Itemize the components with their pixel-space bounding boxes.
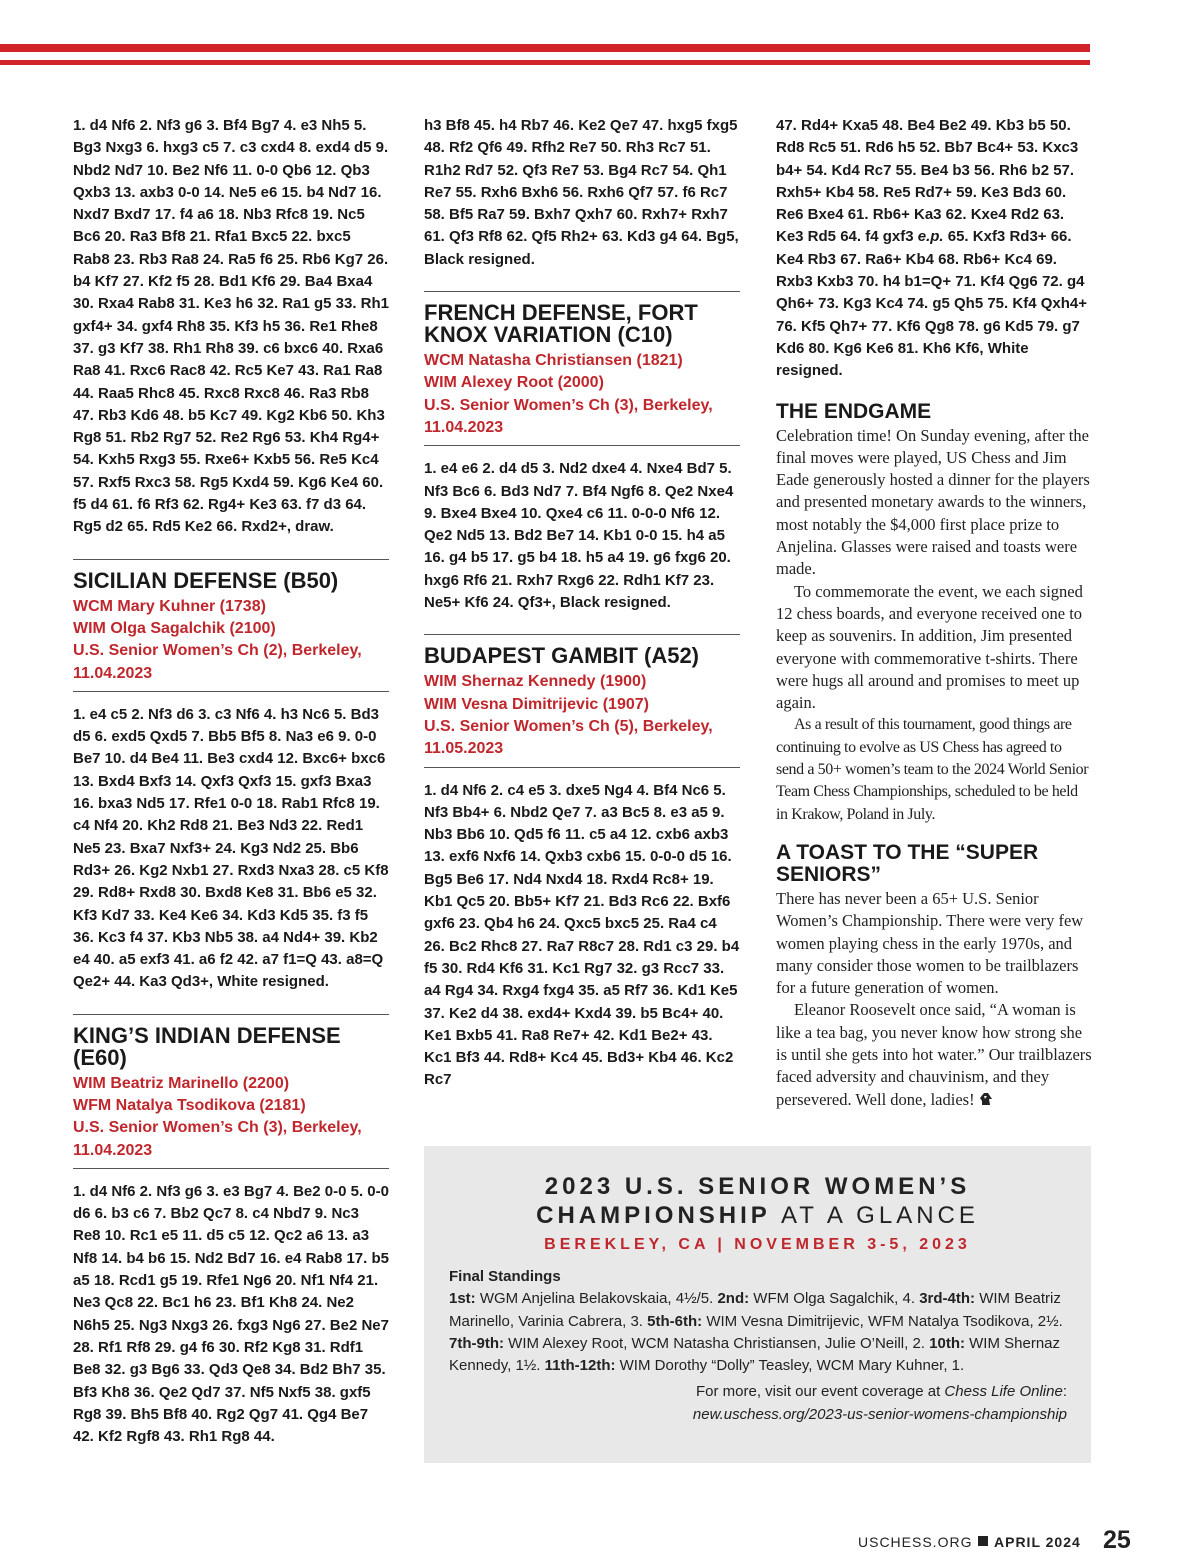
standing-label: 3rd-4th: xyxy=(919,1290,976,1308)
standing-text: WFM Olga Sagalchik, 4. xyxy=(749,1290,920,1308)
game3-white: WIM Beatriz Marinello (2200) xyxy=(73,1074,290,1092)
column-1 xyxy=(73,115,389,1448)
footer-site: USCHESS.ORG xyxy=(858,1534,973,1550)
standing-label: 7th-9th: xyxy=(449,1334,504,1352)
endgame-paragraph-3: As a result of this tournament, good things are continuing to evolve as US Chess has agreed to send a 50+ women’s team to the 2024 World Senior Team Chess Championships, scheduled to be held in Krakow, Poland in July. xyxy=(776,716,1089,823)
game5-title: BUDAPEST GAMBIT (A52) xyxy=(424,643,700,669)
standing-label: 2nd: xyxy=(717,1290,750,1308)
game5-event: U.S. Senior Women’s Ch (5), Berkeley, xyxy=(424,717,713,735)
game5-white: WIM Shernaz Kennedy (1900) xyxy=(424,673,647,691)
toast-paragraph-1: There has never been a 65+ U.S. Senior Women’s Championship. There were very few women playing chess in the early 1970s, and many consider those women to be trailblazers for a future generation of women. xyxy=(776,888,1084,998)
standing-text: WIM Alexey Root, WCM Natasha Christiansen, Julie O’Neill, 2. xyxy=(504,1334,930,1352)
standing-label: 1st: xyxy=(449,1290,476,1308)
glance-title-bold: CHAMPIONSHIP xyxy=(536,1202,771,1229)
top-red-bar xyxy=(0,44,1090,52)
toast-heading: A TOAST TO THE “SUPER SENIORS” xyxy=(776,840,1039,886)
section-divider xyxy=(424,634,740,635)
game2-white: WCM Mary Kuhner (1738) xyxy=(73,597,266,615)
endgame-heading: THE ENDGAME xyxy=(776,399,932,423)
game2-title: SICILIAN DEFENSE (B50) xyxy=(73,567,339,593)
section-divider xyxy=(73,1014,389,1015)
game3-black: WFM Natalya Tsodikova (2181) xyxy=(73,1096,306,1114)
game4-white: WCM Natasha Christiansen (1821) xyxy=(424,352,683,370)
game3-event: U.S. Senior Women’s Ch (3), Berkeley, xyxy=(73,1119,362,1137)
standing-text: WGM Anjelina Belakovskaia, 4½/5. xyxy=(475,1290,718,1308)
standing-text: WIM Vesna Dimitrijevic, WFM Natalya Tsodikova, 2½. xyxy=(702,1312,1063,1330)
game3-moves: 1. d4 Nf6 2. Nf3 g6 3. e3 Bg7 4. Be2 0-0 5. 0-0 d6 6. b3 c6 7. Bb2 Qc7 8. c4 Nbd7 9. Nc3 Re8 10. Rc1 e5 11. d5 c5 12. Qc2 a6 13. a3 Nf8 14. b4 b6 15. Nd2 Bd7 16. e4 Rab8 17. b5 a5 18. Rcd1 g5 19. Rfe1 Ng6 20. Nf1 Nf4 21. Ne3 Qc8 22. Bc1 h6 23. Bf1 Kh8 24. Ne2 N6h5 25. Ng3 Nxg3 26. fxg3 Ng6 27. Be2 Ne7 28. Rf1 Rf8 29. g4 f6 30. Rf2 Kg8 31. Rdf1 Be8 32. g3 Bg6 33. Qd3 Qe8 34. Bd2 Bh7 35. Bf3 Kh8 36. Qe2 Qd7 37. Nf5 Nxf5 38. gxf5 Rg8 39. Bh5 Bf8 40. Rg2 Qg7 41. Qg4 Be7 42. Kf2 Rgf8 43. Rh1 Rg8 44. xyxy=(73,1182,389,1446)
standing-label: 10th: xyxy=(929,1334,965,1352)
game4-black: WIM Alexey Root (2000) xyxy=(424,374,604,392)
footer-issue: APRIL 2024 xyxy=(994,1534,1081,1550)
top-red-bar-thin xyxy=(0,60,1090,65)
game4-event: U.S. Senior Women’s Ch (3), Berkeley, xyxy=(424,396,713,414)
more-info-colon: : xyxy=(1062,1383,1067,1401)
game2-moves: 1. e4 c5 2. Nf3 d6 3. c3 Nf6 4. h3 Nc6 5. Bd3 d5 6. exd5 Qxd5 7. Bb5 Bf5 8. Na3 e6 9. 0-0 Be7 10. d4 Be4 11. Be3 cxd4 12. Bxc6+ bxc6 13. Bxd4 Bxf3 14. Qxf3 Qxf3 15. gxf3 Bxa3 16. bxa3 Nd5 17. Rfe1 0-0 18. Rab1 Rfc8 19. c4 Nf4 20. Kh2 Rd8 21. Be3 Nd3 22. Red1 Ne5 23. Bxa7 Nxf3+ 24. Kg3 Nd2 25. Bb6 Rd3+ 26. Kg2 Nxb1 27. Rxd3 Nxa3 28. c5 Kf8 29. Rd8+ Rxd8 30. Bxd8 Ke8 31. Bb6 e5 32. Kf3 Kd7 33. Ke4 Ke6 34. Kd3 Kd5 35. f3 f5 36. Kc3 f4 37. Kb3 Nb5 38. a4 Nd4+ 39. Kb2 e4 40. a5 exf3 41. a6 f2 42. a7 f1=Q 43. a8=Q Qe2+ 44. Ka3 Qd3+, White resigned. xyxy=(73,705,389,991)
more-info-url[interactable] xyxy=(448,1404,1067,1426)
standing-text: WIM Shernaz Kennedy, 1½. xyxy=(449,1334,1061,1375)
game4-info xyxy=(424,350,740,439)
endgame-paragraph-2: To commemorate the event, we each signed 12 chess boards, and everyone received one to keep as souvenirs. In addition, Jim presented everyone with commemorative t-shirts. There were hugs all around and promises to meet up again. xyxy=(776,581,1083,713)
glance-title-light: AT A GLANCE xyxy=(781,1202,979,1229)
final-standings xyxy=(449,1266,1067,1377)
standing-text: WIM Beatriz Marinello, Varinia Cabrera, 3. xyxy=(449,1290,1061,1330)
toast-paragraph-2 xyxy=(776,999,1092,1110)
moves-part-b: 65. Kxf3 Rd3+ 66. Ke4 Rb3 67. Ra6+ Kb4 68. Rb6+ Kc4 69. Rxb3 Kxb3 70. h4 b1=Q+ 71. Kf4 Qg6 72. g4 Qh6+ 73. Kg3 Kc4 74. g5 Qh5 75. Kf4 Qxh4+ 76. Kf5 Qh7+ 77. Kf6 Qg8 78. g6 Kd5 79. g7 Kd6 80. Kg6 Ke6 81. Kh6 Kf6, White resigned. xyxy=(776,228,1087,380)
glance-title-line1: 2023 U.S. SENIOR WOMEN’S xyxy=(544,1173,971,1200)
standing-label: 5th-6th: xyxy=(647,1312,703,1330)
more-info-url-text[interactable]: new.uschess.org/2023-us-senior-womens-championship xyxy=(692,1405,1067,1423)
glance-subtitle: BEREKLEY, CA | NOVEMBER 3-5, 2023 xyxy=(544,1236,971,1253)
more-info-source: Chess Life Online xyxy=(944,1383,1063,1401)
footer-square-icon xyxy=(978,1536,988,1546)
game4-date: 11.04.2023 xyxy=(424,418,504,436)
standing-label: 11th-12th: xyxy=(544,1357,616,1375)
glance-title-line2 xyxy=(424,1201,1091,1230)
game3-date: 11.04.2023 xyxy=(73,1141,153,1159)
game4-moves: 1. e4 e6 2. d4 d5 3. Nd2 dxe4 4. Nxe4 Bd7 5. Nf3 Bc6 6. Bd3 Nd7 7. Bf4 Ngf6 8. Qe2 Nxe4 9. Bxe4 Bxe4 10. Qxe4 c6 11. 0-0-0 Nf6 12. Qe2 Nd5 13. Bd2 Be7 14. Kb1 0-0 15. h4 a5 16. g4 b5 17. g5 b4 18. h5 a4 19. g6 fxg6 20. hxg6 Rf6 21. Rxh7 Rxg6 22. Rdh1 Kf7 23. Ne5+ Kf6 24. Qf3+, Black resigned. xyxy=(424,460,734,612)
game1-moves: 1. d4 Nf6 2. Nf3 g6 3. Bf4 Bg7 4. e3 Nh5 5. Bg3 Nxg3 6. hxg3 c5 7. c3 cxd4 8. exd4 d5 9. Nbd2 Nd7 10. Be2 Nf6 11. 0-0 Qb6 12. Qb3 Qxb3 13. axb3 0-0 14. Ne5 e6 15. b4 Nd7 16. Nxd7 Bxd7 17. f4 a6 18. Nb3 Rfc8 19. Nc5 Bc6 20. Ra3 Bf8 21. Rfa1 Bxc5 22. bxc5 Rab8 23. Rb3 Ra8 24. Ra5 f6 25. Rb6 Kg7 26. b4 Kf7 27. Kf2 f5 28. Bd1 Kf6 29. Ba4 Bxa4 30. Rxa4 Rab8 31. Ke3 h6 32. Ra1 g5 33. Rh1 gxf4+ 34. gxf4 Rh8 35. Kf3 h5 36. Re1 Rhe8 37. g3 Kf7 38. Rh1 Rh8 39. c6 bxc6 40. Rxa6 Ra8 41. Rxc6 Rac8 42. Rc5 Ke7 43. Ra1 Ra8 44. Raa5 Rhc8 45. Rxc8 Rxc8 46. Ra3 Rb8 47. Rb3 Kd6 48. b5 Kc7 49. Kg2 Kb6 50. Kh3 Rg8 51. Rb2 Rg7 52. Re2 Rg6 53. Kh4 Rg4+ 54. Kxh5 Rxg3 55. Rxe6+ Kxb5 56. Re5 Kc4 57. Rxf5 Rxc3 58. Rg5 Kxd4 59. Kg6 Ke4 60. f5 d4 61. f6 Rf3 62. Rg4+ Ke3 63. f7 d3 64. Rg5 d2 65. Rd5 Ke2 66. Rxd2+, draw. xyxy=(73,117,390,536)
column-3 xyxy=(776,115,1092,1111)
more-info xyxy=(448,1381,1067,1426)
more-info-prefix: For more, visit our event coverage at xyxy=(695,1383,945,1401)
game2-event: U.S. Senior Women’s Ch (2), Berkeley, xyxy=(73,642,362,660)
game3-info xyxy=(73,1073,389,1162)
more-info-line xyxy=(448,1381,1067,1403)
moves-part-a: 47. Rd4+ Kxa5 48. Be4 Be2 49. Kb3 b5 50. Rd8 Rc5 51. Rd6 h5 52. Bb7 Bc4+ 53. Kxc3 b4+ 54. Kd4 Rc7 55. Be4 b3 56. Rh6 b2 57. Rxh5+ Kb4 58. Re5 Rd7+ 59. Ke3 Bd3 60. Re6 Bxe4 61. Rb6+ Ka3 62. Kxe4 Rd2 63. Ke3 Rd5 64. f4 gxf3 xyxy=(776,117,1079,246)
game5-date: 11.05.2023 xyxy=(424,740,504,758)
game2-info xyxy=(73,596,389,685)
game5-info xyxy=(424,671,740,760)
section-divider xyxy=(424,291,740,292)
game3-title: KING’S INDIAN DEFENSE (E60) xyxy=(73,1022,341,1070)
game4-title: FRENCH DEFENSE, FORT KNOX VARIATION (C10) xyxy=(424,300,698,348)
endgame-paragraph-1: Celebration time! On Sunday evening, after the final moves were played, US Chess and Jim Eade generously hosted a dinner for the players and presented monetary awards to the winners, most notably the $4,000 first place prize to Anjelina. Glasses were raised and toasts were made. xyxy=(776,425,1090,579)
game5-moves: 1. d4 Nf6 2. c4 e5 3. dxe5 Ng4 4. Bf4 Nc6 5. Nf3 Bb4+ 6. Nbd2 Qe7 7. a3 Bc5 8. e3 a5 9. Nb3 Bb6 10. Qd5 f6 11. c5 a4 12. cxb6 axb3 13. exf6 Nxf6 14. Qxb3 cxb6 15. 0-0-0 d5 16. Bg5 Be6 17. Nd4 Nxd4 18. Rxd4 Rc8+ 19. Kb1 Qc5 20. Bb5+ Kf7 21. Bd3 Rc6 22. Bxf6 gxf6 23. Qb4 h6 24. Qxc5 bxc5 25. Ra4 c4 26. Bc2 Rhc8 27. Ra7 R8c7 28. Rd1 c3 29. b4 f5 30. Rd4 Kf6 31. Kc1 Rg7 32. g3 Rcc7 33. a4 Rg4 34. Rxg4 fxg4 35. a5 Rf7 36. Kd1 Ke5 37. Ke2 d4 38. exd4+ Kxd4 39. b5 Bc4+ 40. Ke1 Bxb5 41. Ra8 Re7+ 42. Kd1 Be2+ 43. Kc1 Bf3 44. Rd8+ Kc4 45. Bd3+ Kb4 46. Kc2 Rc7 xyxy=(424,781,740,1089)
glance-title xyxy=(424,1172,1091,1230)
standing-text: WIM Dorothy “Dolly” Teasley, WCM Mary Kuhner, 1. xyxy=(615,1357,965,1375)
knight-end-mark-icon xyxy=(979,1092,993,1106)
page-number: 25 xyxy=(1103,1526,1131,1554)
at-a-glance-box xyxy=(424,1146,1091,1463)
toast-paragraph-2-text: Eleanor Roosevelt once said, “A woman is like a tea bag, you never know how strong she is until she gets into hot water.” Our trailblazers faced adversity and chauvinism, and they persevered. Well done, ladies! xyxy=(776,1000,1092,1109)
column-2 xyxy=(424,115,740,1092)
game5-black: WIM Vesna Dimitrijevic (1907) xyxy=(424,695,649,713)
en-passant-note: e.p. xyxy=(917,228,944,246)
game2-black: WIM Olga Sagalchik (2100) xyxy=(73,619,276,637)
final-standings-label: Final Standings xyxy=(449,1268,561,1285)
game2-date: 11.04.2023 xyxy=(73,664,153,682)
game5-moves-continued xyxy=(776,115,1092,383)
page-footer xyxy=(838,1526,1140,1554)
final-standings-text xyxy=(449,1288,1067,1377)
game3-moves-continued: h3 Bf8 45. h4 Rb7 46. Ke2 Qe7 47. hxg5 fxg5 48. Rf2 Qf6 49. Rfh2 Re7 50. Rh3 Rc7 51. R1h2 Rd7 52. Qf3 Re7 53. Bg4 Rc7 54. Qh1 Re7 55. Rxh6 Bxh6 56. Rxh6 Qf7 57. f6 Rc7 58. Bf5 Ra7 59. Bxh7 Qxh7 60. Rxh7+ Rxh7 61. Qf3 Rf8 62. Qf5 Rh2+ 63. Kd3 g4 64. Bg5, Black resigned. xyxy=(424,117,739,268)
section-divider xyxy=(73,559,389,560)
